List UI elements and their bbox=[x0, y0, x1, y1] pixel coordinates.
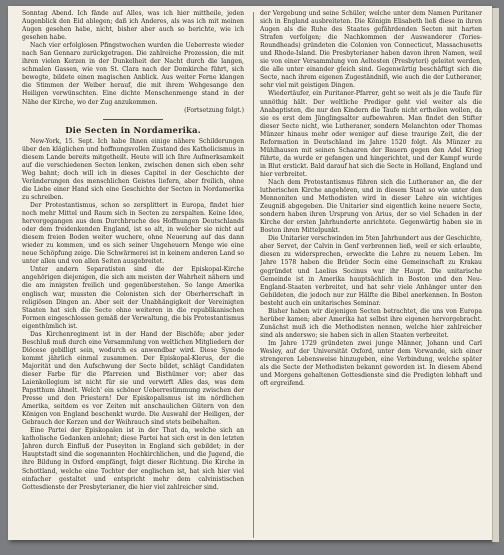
article-paragraph-11: Im Jahre 1729 gründeten zwei junge Männer, Johann und Carl Wesley, auf der Universität Oxford, unter dem Vorwande, sich einer strengeren Lebensweise hinzugeben, eine Verbindung, welche später als die Secte der Methodisten bekannt geworden ist. In diesem Abend und Morgens gehaltenen Gottesdienste sind die Predigten lebhaft und oft ergreifend. bbox=[260, 339, 482, 388]
continuation-note: (Fortsetzung folgt.) bbox=[184, 106, 244, 114]
article-paragraph-5: Eine Partei der Episkopalen ist in der That da, welche sich an katholische Gedanken anlehnt; diese Partei hat sich erst in den letzten Jahren durch Einfluß der Puseyiten in England sich gebildet; in der Hauptstadt sind die sogenannten Hochkirchlichen, und die Jugend, die ihre Bildung in Oxford empfängt, folgt dieser Richtung. Die Kirche in Schottland, welche eine Tochter der englischen ist, hat sich hier viel einfacher gestaltet und entspricht mehr dem calvinistischen Gottesdienste der Presbyterianer, die hier viel zahlreicher sind. bbox=[22, 427, 244, 491]
intro-paragraph-1: Sonntag Abend. Ich fände auf Alles, was ich hier mittheile, jeden Augenblick den Eid ablegen; daß ich Anderes, als was ich mit meinen Augen gesehen habe, nicht, bisher aber auch so berichte, wie ich gesehen habe. bbox=[22, 10, 244, 42]
left-column bbox=[22, 10, 244, 538]
article-paragraph-8: Nach dem Protestantismus führen sich die Lutheraner an, die der lutherischen Kirche angehören, und in diesem Staat so wie unter den Mennoniten und Methodisten wird in dieser Lehre ein wichtiges Zeugniß abgegeben. Die Unitarier sind eigentlich keine neuere Secte, sondern haben ihren Ursprung von Arius, der so viel Schaden in der Kirche der ersten Jahrhunderte anrichtete. Gegenwärtig haben sie in Boston ihren Mittelpunkt. bbox=[260, 178, 482, 235]
article-paragraph-7: Wiedertäufer, ein Puritaner-Pfarrer, geht so weit als je die Taufe für unnöthig hält. Der weltliche Prediger geht viel weiter als die Anabaptisten, die nur den Kindern die Taufe nicht ertheilen wollen, da sie es erst dem Jünglingsalter aufbewahren. Man findet den Stifter dieser Secte nicht, wie Lutheraner, sondern Melanchton oder Thomas Münzer hinaus mehr oder weniger auf diese traurige Zeit, die der Reformation in Deutschland im Jahre 1520 folgt. Als Münzer zu Mühlhausen mit seinen Schaaren der Bauern gegen den Adel Krieg führte, da wurde er gefangen und hingerichtet, und der Kampf wurde in Blut erstickt. Bald darauf hat sich die Secte in Holland, England und hier verbreitet. bbox=[260, 90, 482, 178]
intro-paragraph-2: Nach vier erfolglosen Pfingstwochen wurden die Ueberreste wieder nach San Gennaro zurückgetragen. Die zahlreiche Prozession, die mit ihren vielen Kerzen in der Dunkelheit der Nacht durch die langen, schmalen Gassen, wie von St. Clara nach der Domkirche führt, sich bewegte, bildete einen magischen Anblick. Aus weiter Ferne klangen die Stimmen der Weiber herauf, die mit ihrem Wehgesange den Heiligen verwünschten. Eine dichte Menschenmenge stand in der Nähe der Kirche, wo der Zug anzukommen. bbox=[22, 42, 244, 106]
newspaper-page bbox=[8, 6, 492, 540]
column-divider bbox=[253, 12, 254, 538]
right-column bbox=[260, 10, 482, 538]
article-paragraph-9: Die Unitarier verschwinden im 5ten Jahrhundert aus der Geschichte, aber Servet, der Calvin in Genf verbrennen ließ, weil er sich erlaubte, diesen zu widersprechen, erweckte die Lehre zu neuem Leben. Im Jahre 1578 haben die Brüder Socin eine Gemeinschaft zu Krakau gegründet und Laelius Socinus war ihr Haupt. Die unitarische Gemeinde ist in Amerika hauptsächlich in Boston und den Neu-England-Staaten verbreitet, und hat sehr viele Anhänger unter den Gebildeten, die jedoch nur zur Hälfte die Bibel anerkennen. In Boston besteht auch ein unitarisches Seminar. bbox=[260, 235, 482, 307]
article-paragraph-4: Das Kirchenregiment ist in der Hand der Bischöfe; aber jeder Beschluß muß durch eine Versammlung von weltlichen Mitgliedern der Diöcese gebilligt sein, wodurch es anwendbar wird. Diese Synode kommt jährlich einmal zusammen. Der Episkopal-Klerus, der die Majorität und den Aufschwung der Secte bildet, schlägt Candidaten dieser Farbe für die Pfarreien und Bisthümer vor; aber das Laienkollegium ist nicht für sie und verwirft Alles das, was dem Papstthum ähnelt. Welch' ein schöner Ueberrestimmung zwischen der Presse und den Priestern! Der Episkopalismus ist im nördlichen Amerika, seitdem es vor Zeiten mit anschaulichen Gütern von den Königen von England beschenkt wurde. Die Auswahl der Heiligen, der Gebrauch der Kerzen und der Weihrauch sind stets beibehalten. bbox=[22, 330, 244, 427]
section-divider bbox=[103, 119, 163, 120]
article-paragraph-3: Unter andern Separatisten sind die der Episkopal-Kirche angehörigen diejenigen, die sich am meisten der Wahrheit nähern und die am innigsten freilich und gegenüberstehen. So lange Amerika englisch war, mussten die Colonisten sich der Oberherrschaft in religiösen Dingen an. Aber seit der Unabhängigkeit der Vereinigten Staaten hat sich die Secte ohne weiteren in die republikanischen Formen eingeschlossen gemäß der Verwaltung, die bis Protestantismus eigenthümlich ist. bbox=[22, 266, 244, 330]
article-paragraph-1: New-York, 15. Sept. Ich habe Ihnen einige nähere Schilderungen über den kläglichen und hoffnungsvollen Zustand des Katholicismus in diesem Lande bereits mitgetheilt. Heute will ich Ihre Aufmerksamkeit auf die verschiedenen Secten lenken, zwischen denen sich eben sehr Weg bahnt; doch will ich in dieses Capitel in der Geschichte der Veränderungen des menschlichen Geistes liefern, aber freilich, ohne die Liebe einer Hand sich eine Geschichte der Secten in Nordamerika zu schreiben. bbox=[22, 137, 244, 201]
article-paragraph-2: Der Protestantismus, schon so zersplittert in Europa, findet hier noch mehr Mittel und Raum sich in Secten zu zerspalten. Keine Idee, hervorgegangen aus dem Durchbruche des Hoffnungen Deutschlands oder dem freidenkenden England, ist so alt, in welcher sie nicht auf diesem freien Boden weiter wuchere, ohne Neuerung auf das dann wieder zu kommen, und es sich seiner Ungeheuern Menge wie eine neue Schöpfung zeige. Die Schwärmerei ist in keinem anderen Land so unter allen und von allen Seiten ausgebreitet. bbox=[22, 201, 244, 266]
page-edge bbox=[492, 8, 499, 542]
section-title: Die Secten in Nordamerika. bbox=[65, 124, 201, 135]
article-paragraph-6: der Vergebung und seine Schüler, welche unter dem Namen Puritaner sich in England ausbreiteten. Die Königin Elisabeth ließ diese in ihren Augen als die Ruhe des Staates gefährdenden Secten mit harten Strafen verfolgen; die Nachkommen der Auswanderer (Tories-Roundheads) gründeten die Colonien von Connecticut, Massachusetts und Rhode-Island. Die Presbyterianer haben davon ihren Namen, weil sie von einer Versammlung von Aeltesten (Presbyteri) geleitet werden, die alle unter einander gleich sind. Gegenwärtig beschäftigt sich die Secte, nach ihrem eigenen Zugeständniß, wie auch die der Lutheraner, sehr viel mit geistigen Dingen. bbox=[260, 10, 482, 90]
article-paragraph-10: Bisher haben wir diejenigen Secten betrachtet, die uns von Europa herüber kamen; aber Amerika hat selbst ihre eigenen hervorgebracht. Zunächst muß ich die Methodisten nennen, welche hier zahlreicher sind als anderswo; sie haben sich in allen Staaten verbreitet. bbox=[260, 307, 482, 339]
